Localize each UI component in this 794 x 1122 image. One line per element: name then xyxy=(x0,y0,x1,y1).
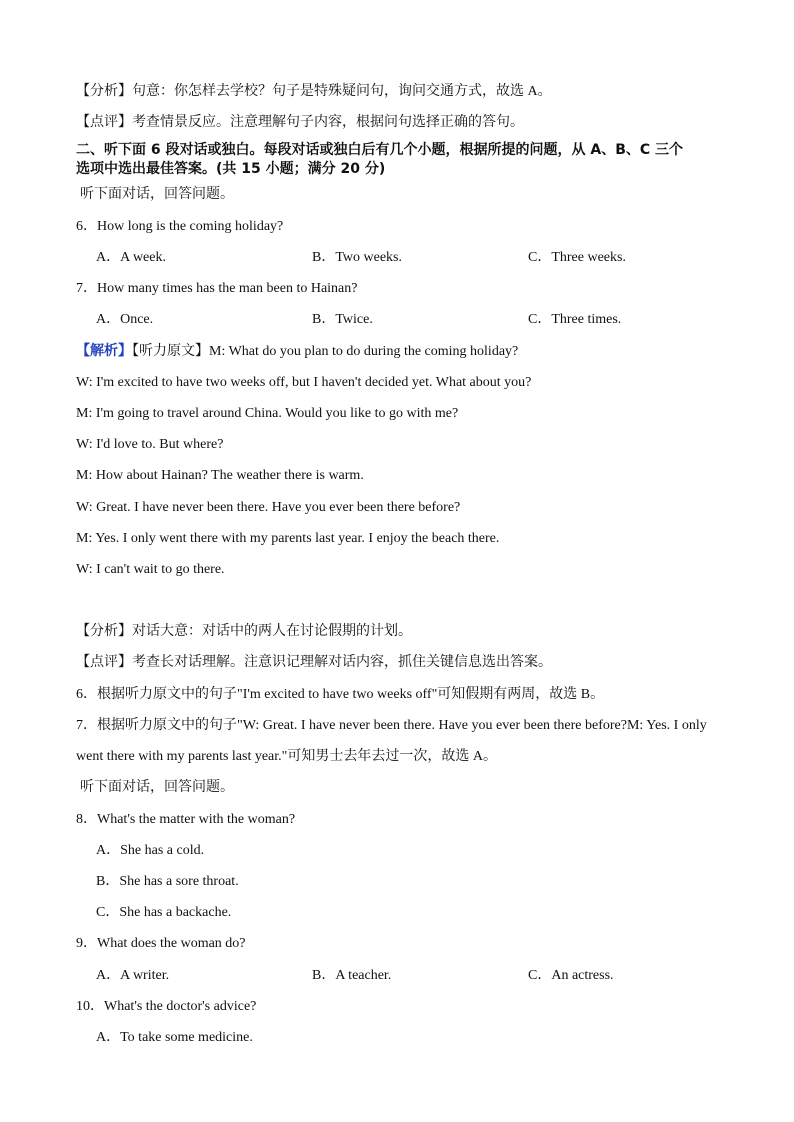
transcript-first-line xyxy=(76,343,518,361)
comment-line: 【点评】考查长对话理解。注意识记理解对话内容，抓住关键信息选出答案。 xyxy=(76,655,552,670)
transcript-line: W: I'm excited to have two weeks off, but I haven't decided yet. What about you? xyxy=(76,375,532,390)
question-6: 6．How long is the coming holiday? xyxy=(76,219,284,234)
explanation-7-line-1: 7．根据听力原文中的句子"W: Great. I have never been there. Have you ever been there before?M: Yes. I only xyxy=(76,718,707,733)
instruction-text: 听下面对话，回答问题。 xyxy=(80,187,234,202)
analysis-line: 【分析】对话大意：对话中的两人在讨论假期的计划。 xyxy=(76,624,412,639)
question-9-option-c: C．An actress. xyxy=(528,968,614,983)
section-heading-line-2: 选项中选出最佳答案。(共 15 小题；满分 20 分) xyxy=(76,161,386,177)
analysis-line: 【分析】句意：你怎样去学校？句子是特殊疑问句，询问交通方式，故选 A。 xyxy=(76,84,552,99)
transcript-line: W: Great. I have never been there. Have you ever been there before? xyxy=(76,500,461,515)
question-8-option-c: C．She has a backache. xyxy=(96,905,232,920)
question-6-option-a: A．A week. xyxy=(96,250,166,265)
question-7-option-c: C．Three times. xyxy=(528,312,622,327)
transcript-line: M: Yes. I only went there with my parents last year. I enjoy the beach there. xyxy=(76,531,500,546)
explanation-7-line-2: went there with my parents last year."可知男士去年去过一次，故选 A。 xyxy=(76,749,497,764)
question-8: 8．What's the matter with the woman? xyxy=(76,812,296,827)
question-7-option-a: A．Once. xyxy=(96,312,154,327)
comment-line: 【点评】考查情景反应。注意理解句子内容，根据问句选择正确的答句。 xyxy=(76,115,524,130)
transcript-line: M: How about Hainan? The weather there is warm. xyxy=(76,468,364,483)
question-9-option-a: A．A writer. xyxy=(96,968,170,983)
question-8-option-a: A．She has a cold. xyxy=(96,843,205,858)
question-9: 9．What does the woman do? xyxy=(76,936,246,951)
question-7: 7．How many times has the man been to Hainan? xyxy=(76,281,358,296)
section-heading-line-1: 二、听下面 6 段对话或独白。每段对话或独白后有几个小题，根据所提的问题，从 A、B、C 三个 xyxy=(76,142,684,158)
explanation-tag: 【解析】 xyxy=(76,344,132,359)
question-9-option-b: B．A teacher. xyxy=(312,968,392,983)
transcript-line: W: I'd love to. But where? xyxy=(76,437,224,452)
question-7-option-b: B．Twice. xyxy=(312,312,373,327)
instruction-text: 听下面对话，回答问题。 xyxy=(80,780,234,795)
question-6-option-b: B．Two weeks. xyxy=(312,250,403,265)
question-6-option-c: C．Three weeks. xyxy=(528,250,626,265)
question-10-option-a: A．To take some medicine. xyxy=(96,1030,253,1045)
transcript-line: W: I can't wait to go there. xyxy=(76,562,225,577)
explanation-6: 6．根据听力原文中的句子"I'm excited to have two weeks off"可知假期有两周，故选 B。 xyxy=(76,687,605,702)
transcript-line: M: I'm going to travel around China. Would you like to go with me? xyxy=(76,406,459,421)
question-10: 10．What's the doctor's advice? xyxy=(76,999,257,1014)
transcript-line: 【听力原文】M: What do you plan to do during the coming holiday? xyxy=(132,344,519,359)
question-8-option-b: B．She has a sore throat. xyxy=(96,874,239,889)
